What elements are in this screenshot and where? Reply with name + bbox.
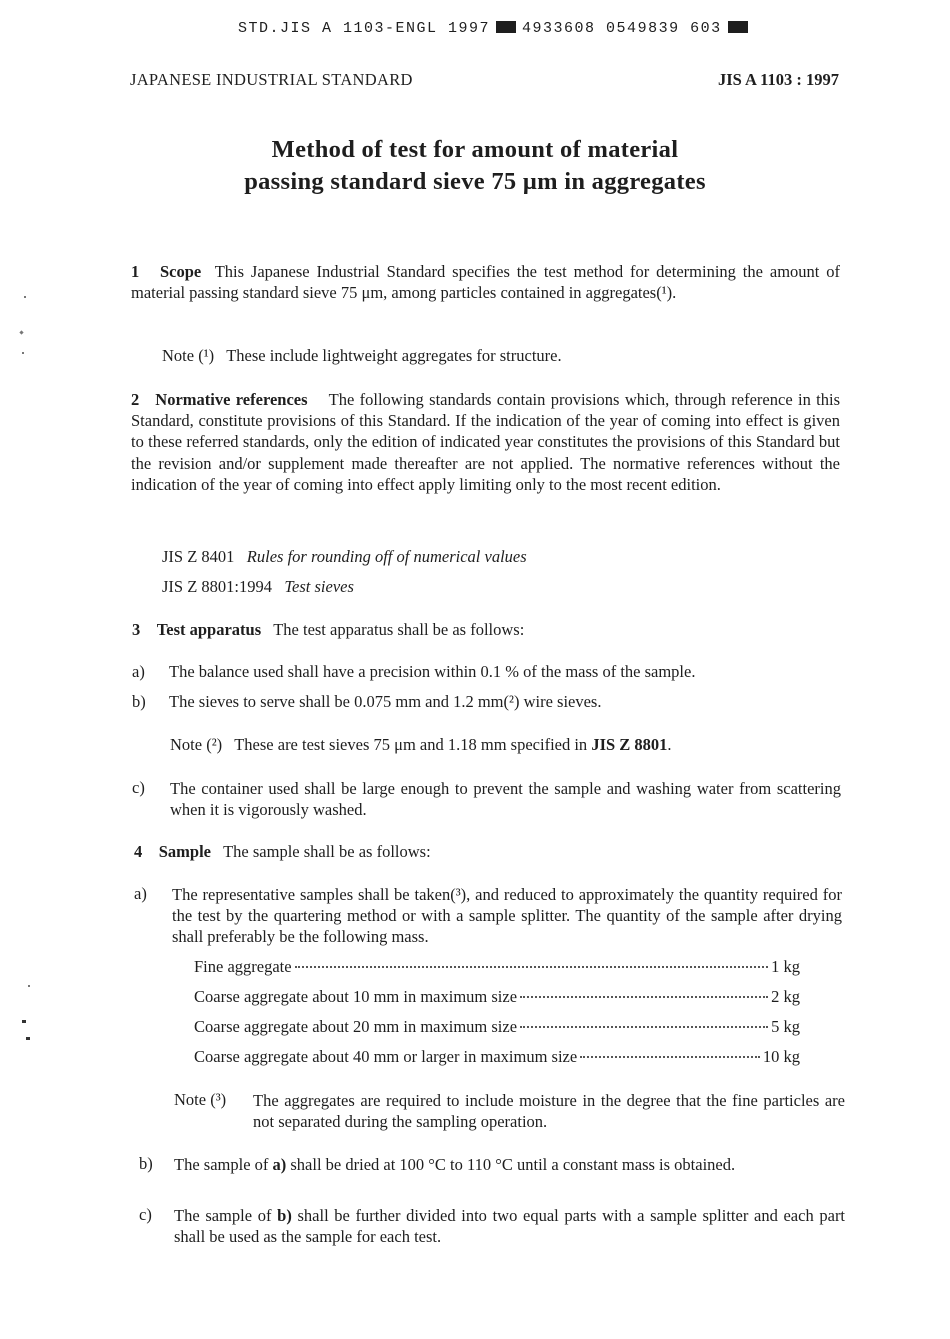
section-scope [131, 261, 840, 303]
page-title-line-1: Method of test for amount of material [271, 136, 679, 163]
reference-title: Rules for rounding off of numerical values [246, 547, 527, 566]
item-text-end: shall be further divided into two equal parts with a sample splitter and each part shall be used as the sample for each test. [174, 1206, 846, 1247]
section-number: 3 [132, 620, 141, 639]
dot-leader [580, 1056, 760, 1058]
mass-label: Coarse aggregate about 40 mm or larger in maximum size [194, 1047, 578, 1066]
item-text-start: The sample of [174, 1206, 272, 1225]
note-text: The aggregates are required to include moisture in the degree that the fine particles are not separated during the sampling operation. [253, 1091, 845, 1132]
standard-code: JIS A 1103 : 1997 [717, 70, 839, 89]
scan-speck [19, 330, 23, 334]
reference-title: Test sieves [284, 577, 354, 596]
list-item-text: The representative samples shall be taken(³), and reduced to approximately the quantity required for the test by the quartering method or with a sample splitter. The quantity of the sample after drying shall preferably be the following mass. [172, 885, 842, 947]
mass-value: 10 kg [762, 1047, 800, 1066]
mass-value: 5 kg [771, 1017, 800, 1036]
mass-row [194, 957, 800, 977]
list-item-text: The sieves to serve shall be 0.075 mm and 1.2 mm(²) wire sieves. [169, 692, 602, 711]
note-reference: JIS Z 8801 [591, 735, 668, 754]
list-label: b) [132, 692, 146, 711]
scan-speck [26, 1037, 30, 1040]
mass-label: Coarse aggregate about 10 mm in maximum size [194, 987, 518, 1006]
document-stamp [238, 20, 754, 37]
note-text: These are test sieves 75 μm and 1.18 mm specified in [234, 735, 588, 754]
section-sample [134, 842, 431, 862]
list-item-text [174, 1205, 845, 1247]
section-text: The following standards contain provisions which, through reference in this Standard, constitute provisions of this Standard. If the indication of the year of coming into effect is given to these referred standards, only the edition of indicated year constitutes the provisions of this Standard but the revision and/or supplement made thereafter are not applied. The normative references without the indication of the year of coming into effect apply limiting only to the most recent edition. [131, 390, 841, 494]
section-heading: Test apparatus [156, 620, 262, 639]
dot-leader [295, 966, 769, 968]
list-item-text: The balance used shall have a precision within 0.1 % of the mass of the sample. [169, 662, 696, 681]
dot-leader [520, 996, 768, 998]
mass-value: 1 kg [771, 957, 800, 976]
note-label: Note (³) [174, 1090, 227, 1109]
list-label: a) [132, 662, 145, 681]
mass-row [194, 1017, 800, 1037]
section-normative-references [131, 389, 840, 495]
section-text: The sample shall be as follows: [223, 842, 431, 861]
section-heading: Normative references [155, 390, 308, 409]
standard-organization: JAPANESE INDUSTRIAL STANDARD [130, 70, 413, 89]
reference-item [162, 547, 527, 567]
list-label: c) [139, 1205, 152, 1224]
reference-item [162, 577, 354, 597]
item-text-start: The sample of [174, 1155, 269, 1174]
section-text: The test apparatus shall be as follows: [273, 620, 525, 639]
item-reference: b) [277, 1206, 292, 1225]
scan-speck [22, 1020, 26, 1023]
list-label: b) [139, 1154, 153, 1173]
note-1 [162, 346, 562, 366]
mass-row [194, 1047, 800, 1067]
section-number: 2 [131, 390, 140, 409]
stamp-bar [496, 21, 516, 33]
mass-value: 2 kg [771, 987, 800, 1006]
list-item-text: The container used shall be large enough to prevent the sample and washing water from scattering when it is vigorously washed. [170, 779, 841, 820]
note-label: Note (²) [170, 735, 223, 754]
note-label: Note (¹) [162, 346, 215, 365]
note-text: These include lightweight aggregates for structure. [226, 346, 562, 365]
stamp-left: STD.JIS A 1103-ENGL 1997 [238, 20, 491, 37]
section-number: 1 [131, 262, 140, 281]
item-reference: a) [272, 1155, 287, 1174]
page-title-line-2: passing standard sieve 75 μm in aggregates [244, 168, 706, 195]
section-heading: Scope [159, 262, 202, 281]
reference-code: JIS Z 8801:1994 [162, 577, 273, 596]
note-end: . [667, 735, 672, 754]
list-label: a) [134, 884, 147, 903]
section-heading: Sample [158, 842, 212, 861]
section-test-apparatus [132, 620, 524, 640]
reference-code: JIS Z 8401 [162, 547, 235, 566]
mass-label: Coarse aggregate about 20 mm in maximum size [194, 1017, 518, 1036]
scan-speck [22, 352, 24, 354]
mass-row [194, 987, 800, 1007]
list-label: c) [132, 778, 145, 797]
note-2 [170, 735, 672, 755]
mass-label: Fine aggregate [194, 957, 292, 976]
section-text: This Japanese Industrial Standard specifies the test method for determining the amount of material passing standard sieve 75 μm, among particles contained in aggregates(¹). [131, 262, 840, 303]
stamp-right: 4933608 0549839 603 [522, 20, 722, 37]
scan-speck [24, 296, 26, 298]
dot-leader [520, 1026, 768, 1028]
scan-speck [28, 985, 30, 987]
list-item-text [174, 1154, 845, 1175]
section-number: 4 [134, 842, 143, 861]
stamp-bar [728, 21, 748, 33]
item-text-end: shall be dried at 100 °C to 110 °C until a constant mass is obtained. [290, 1155, 736, 1174]
